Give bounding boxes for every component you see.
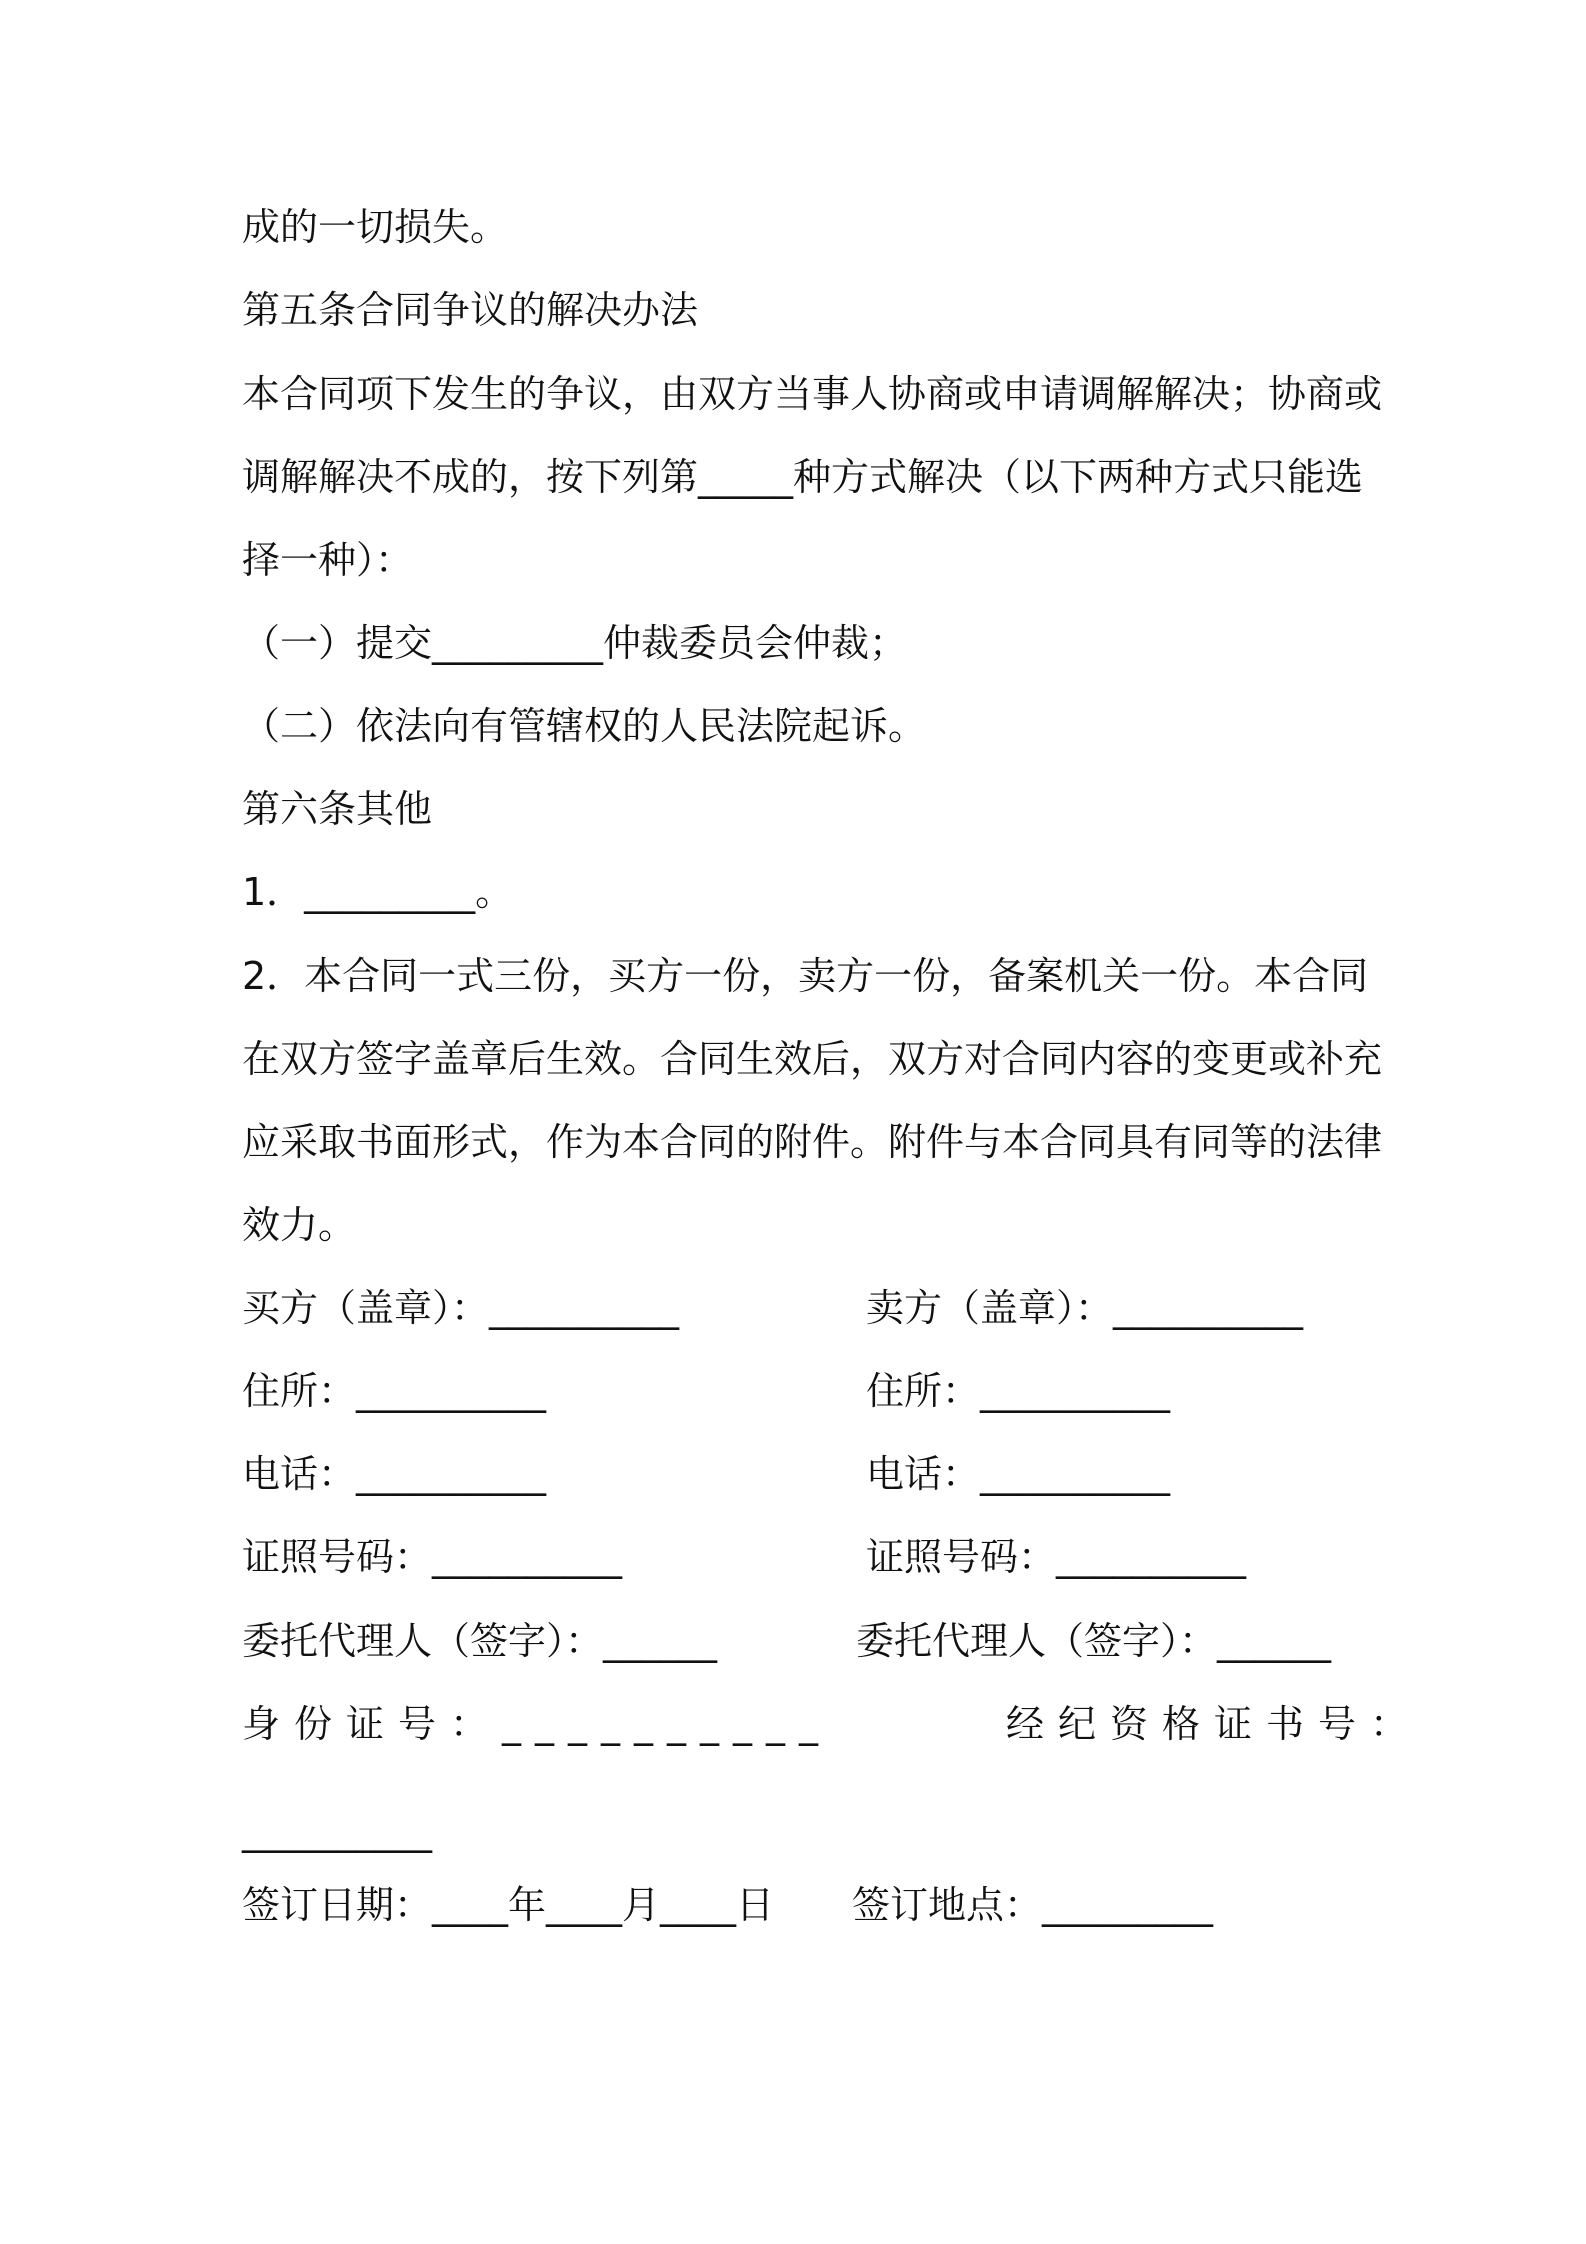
id-number: 身份证号：__________ <box>242 1702 833 1746</box>
broker-cert: 经纪资格证书号： <box>1006 1702 1423 1746</box>
item-1: 1．_________。 <box>242 870 514 914</box>
seller-seal: 卖方（盖章）：__________ <box>866 1286 1304 1330</box>
article-5-heading: 第五条合同争议的解决办法 <box>242 288 699 332</box>
option-court: （二）依法向有管辖权的人民法院起诉。 <box>242 704 927 748</box>
seller-address: 住所：__________ <box>866 1369 1171 1413</box>
item-2-line-1: 2．本合同一式三份，买方一份，卖方一份，备案机关一份。本合同 <box>242 954 1369 998</box>
buyer-address: 住所：__________ <box>242 1369 547 1413</box>
article-6-heading: 第六条其他 <box>242 787 433 831</box>
seller-license: 证照号码：__________ <box>866 1535 1247 1579</box>
paragraph-4: 调解解决不成的，按下列第_____种方式解决（以下两种方式只能选 <box>242 455 1364 499</box>
sign-date: 签订日期：____年____月____日 <box>242 1883 775 1927</box>
buyer-seal: 买方（盖章）：__________ <box>242 1286 680 1330</box>
paragraph-1: 成的一切损失。 <box>242 205 509 249</box>
broker-cert-blank: __________ <box>242 1809 432 1853</box>
sign-place: 签订地点：_________ <box>852 1883 1214 1927</box>
seller-phone: 电话：__________ <box>866 1452 1171 1496</box>
option-arbitration: （一）提交_________仲裁委员会仲裁； <box>242 621 908 665</box>
item-2-line-4: 效力。 <box>242 1203 357 1247</box>
seller-agent: 委托代理人（签字）：______ <box>856 1619 1332 1663</box>
buyer-agent: 委托代理人（签字）：______ <box>242 1619 718 1663</box>
buyer-phone: 电话：__________ <box>242 1452 547 1496</box>
buyer-license: 证照号码：__________ <box>242 1535 623 1579</box>
item-2-line-3: 应采取书面形式，作为本合同的附件。附件与本合同具有同等的法律 <box>242 1120 1383 1164</box>
paragraph-5: 择一种）： <box>242 538 414 582</box>
paragraph-3: 本合同项下发生的争议，由双方当事人协商或申请调解解决；协商或 <box>242 372 1383 416</box>
item-2-line-2: 在双方签字盖章后生效。合同生效后，双方对合同内容的变更或补充 <box>242 1037 1383 1081</box>
